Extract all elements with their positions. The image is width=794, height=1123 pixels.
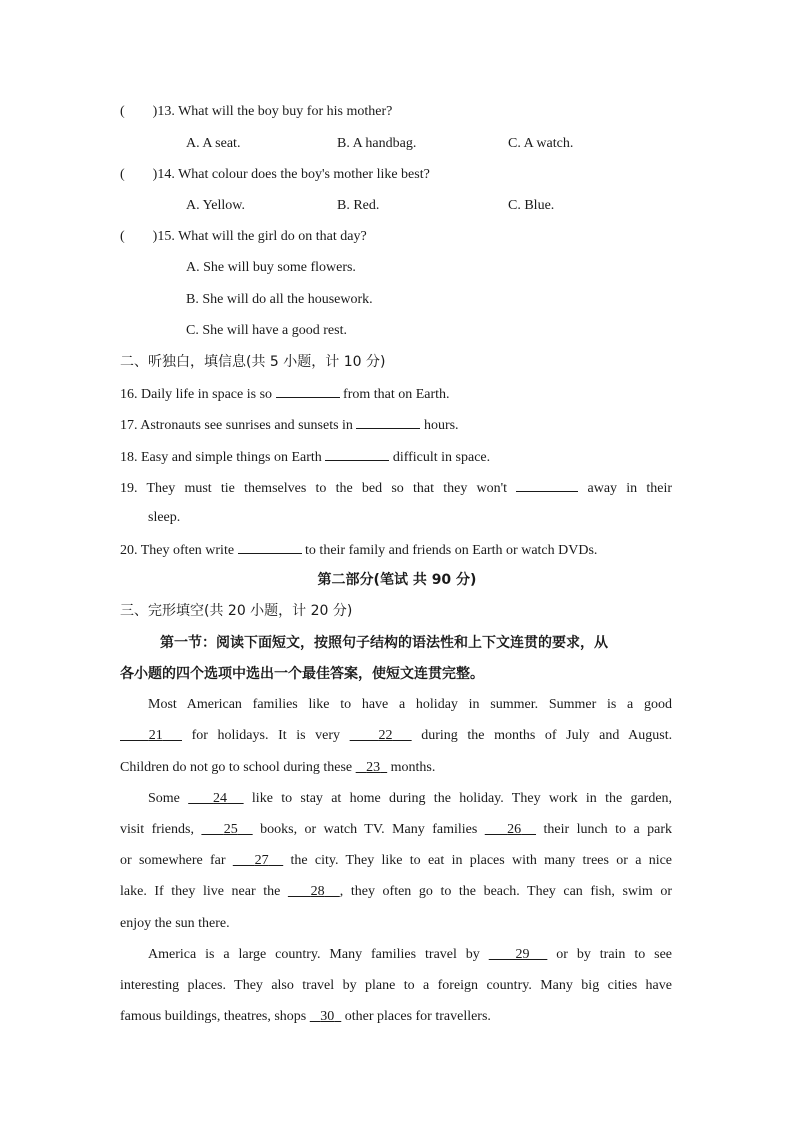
passage-line [120,726,672,746]
question-text: What colour does the boy's mother like best? [178,167,430,182]
option-b: B. A handbag. [337,136,417,151]
question-15 [120,227,367,247]
blank-21[interactable]: 21 [148,728,163,743]
passage-line [120,945,672,965]
blank-29[interactable]: 29 [515,947,530,962]
passage-text: Children do not go to school during these [120,760,353,775]
question-number: 15. [157,229,175,244]
answer-paren-open: ( [120,104,125,119]
question-text: away in their [587,481,673,496]
question-19-continued: sleep. [148,510,181,525]
passage-text: for holidays. It is very [191,728,341,743]
passage-line: Most American families like to have a holiday in summer. Summer is a good [148,697,672,712]
fill-blank[interactable] [276,383,340,398]
passage-text: famous buildings, theatres, shops [120,1009,307,1024]
question-19 [120,477,672,499]
passage-line [120,851,672,871]
blank-25[interactable]: 25 [223,822,238,837]
instruction-line-1: 第一节：阅读下面短文，按照句子结构的语法性和上下文连贯的要求，从 [160,635,608,651]
question-text: 18. Easy and simple things on Earth [120,450,322,465]
question-13 [120,102,392,122]
question-14 [120,165,430,185]
passage-line [120,820,672,840]
question-text: 20. They often write [120,543,235,558]
instruction-line-2: 各小题的四个选项中选出一个最佳答案，使短文连贯完整。 [120,666,484,682]
blank-30[interactable]: 30 [320,1009,335,1024]
passage-line: enjoy the sun there. [120,916,230,931]
question-text: from that on Earth. [343,387,450,402]
question-text: 17. Astronauts see sunrises and sunsets in [120,418,353,433]
passage-text: Some [148,791,180,806]
question-text: 16. Daily life in space is so [120,387,273,402]
option-c: C. A watch. [508,136,574,151]
part-heading: 第二部分(笔试 共 90 分) [317,572,477,588]
fill-blank[interactable] [516,477,578,492]
passage-text: the city. They like to eat in places with many trees or a nice [290,853,673,868]
option-b: B. She will do all the housework. [186,292,373,307]
answer-paren-close: ) [152,167,158,182]
option-a: A. A seat. [186,136,241,151]
question-text: to their family and friends on Earth or watch DVDs. [305,543,598,558]
passage-line [120,758,435,778]
blank-26[interactable]: 26 [507,822,522,837]
answer-paren-close: ) [152,229,158,244]
passage-text: or somewhere far [120,853,226,868]
question-text: hours. [423,418,459,433]
passage-text: other places for travellers. [344,1009,491,1024]
question-number: 14. [157,167,175,182]
option-c: C. Blue. [508,198,555,213]
question-text: What will the boy buy for his mother? [178,104,393,119]
question-text: What will the girl do on that day? [178,229,367,244]
option-a: A. Yellow. [186,198,245,213]
fill-blank[interactable] [325,446,389,461]
question-number: 13. [157,104,175,119]
option-c: C. She will have a good rest. [186,323,347,338]
passage-text: , they often go to the beach. They can fish, swim or [339,884,673,899]
fill-blank[interactable] [356,414,420,429]
option-a: A. She will buy some flowers. [186,260,356,275]
option-b: B. Red. [337,198,380,213]
section-heading: 三、完形填空(共 20 小题，计 20 分) [120,603,353,619]
passage-text: books, or watch TV. Many families [260,822,478,837]
passage-text: like to stay at home during the holiday. They work in the garden, [251,791,673,806]
answer-paren-open: ( [120,229,125,244]
question-text: difficult in space. [392,450,491,465]
question-18 [120,446,490,468]
passage-text: their lunch to a park [543,822,673,837]
blank-23[interactable]: 23 [366,760,381,775]
fill-blank[interactable] [238,539,302,554]
question-16 [120,383,450,405]
passage-text: months. [390,760,436,775]
passage-line [120,882,672,902]
passage-text: or by train to see [556,947,673,962]
blank-22[interactable]: 22 [378,728,393,743]
passage-text: visit friends, [120,822,194,837]
question-17 [120,414,459,436]
blank-24[interactable]: 24 [213,791,228,806]
passage-text: lake. If they live near the [120,884,281,899]
question-20 [120,539,597,561]
blank-28[interactable]: 28 [310,884,325,899]
answer-paren-open: ( [120,167,125,182]
question-text: 19. They must tie themselves to the bed so that they won't [120,481,508,496]
answer-paren-close: ) [152,104,158,119]
passage-line: interesting places. They also travel by plane to a foreign country. Many big cities have [120,978,672,993]
passage-text: during the months of July and August. [421,728,673,743]
blank-27[interactable]: 27 [254,853,269,868]
passage-text: America is a large country. Many families travel by [148,947,480,962]
passage-line [120,1007,491,1027]
passage-line [120,789,672,809]
section-heading: 二、听独白，填信息(共 5 小题，计 10 分) [120,354,386,370]
